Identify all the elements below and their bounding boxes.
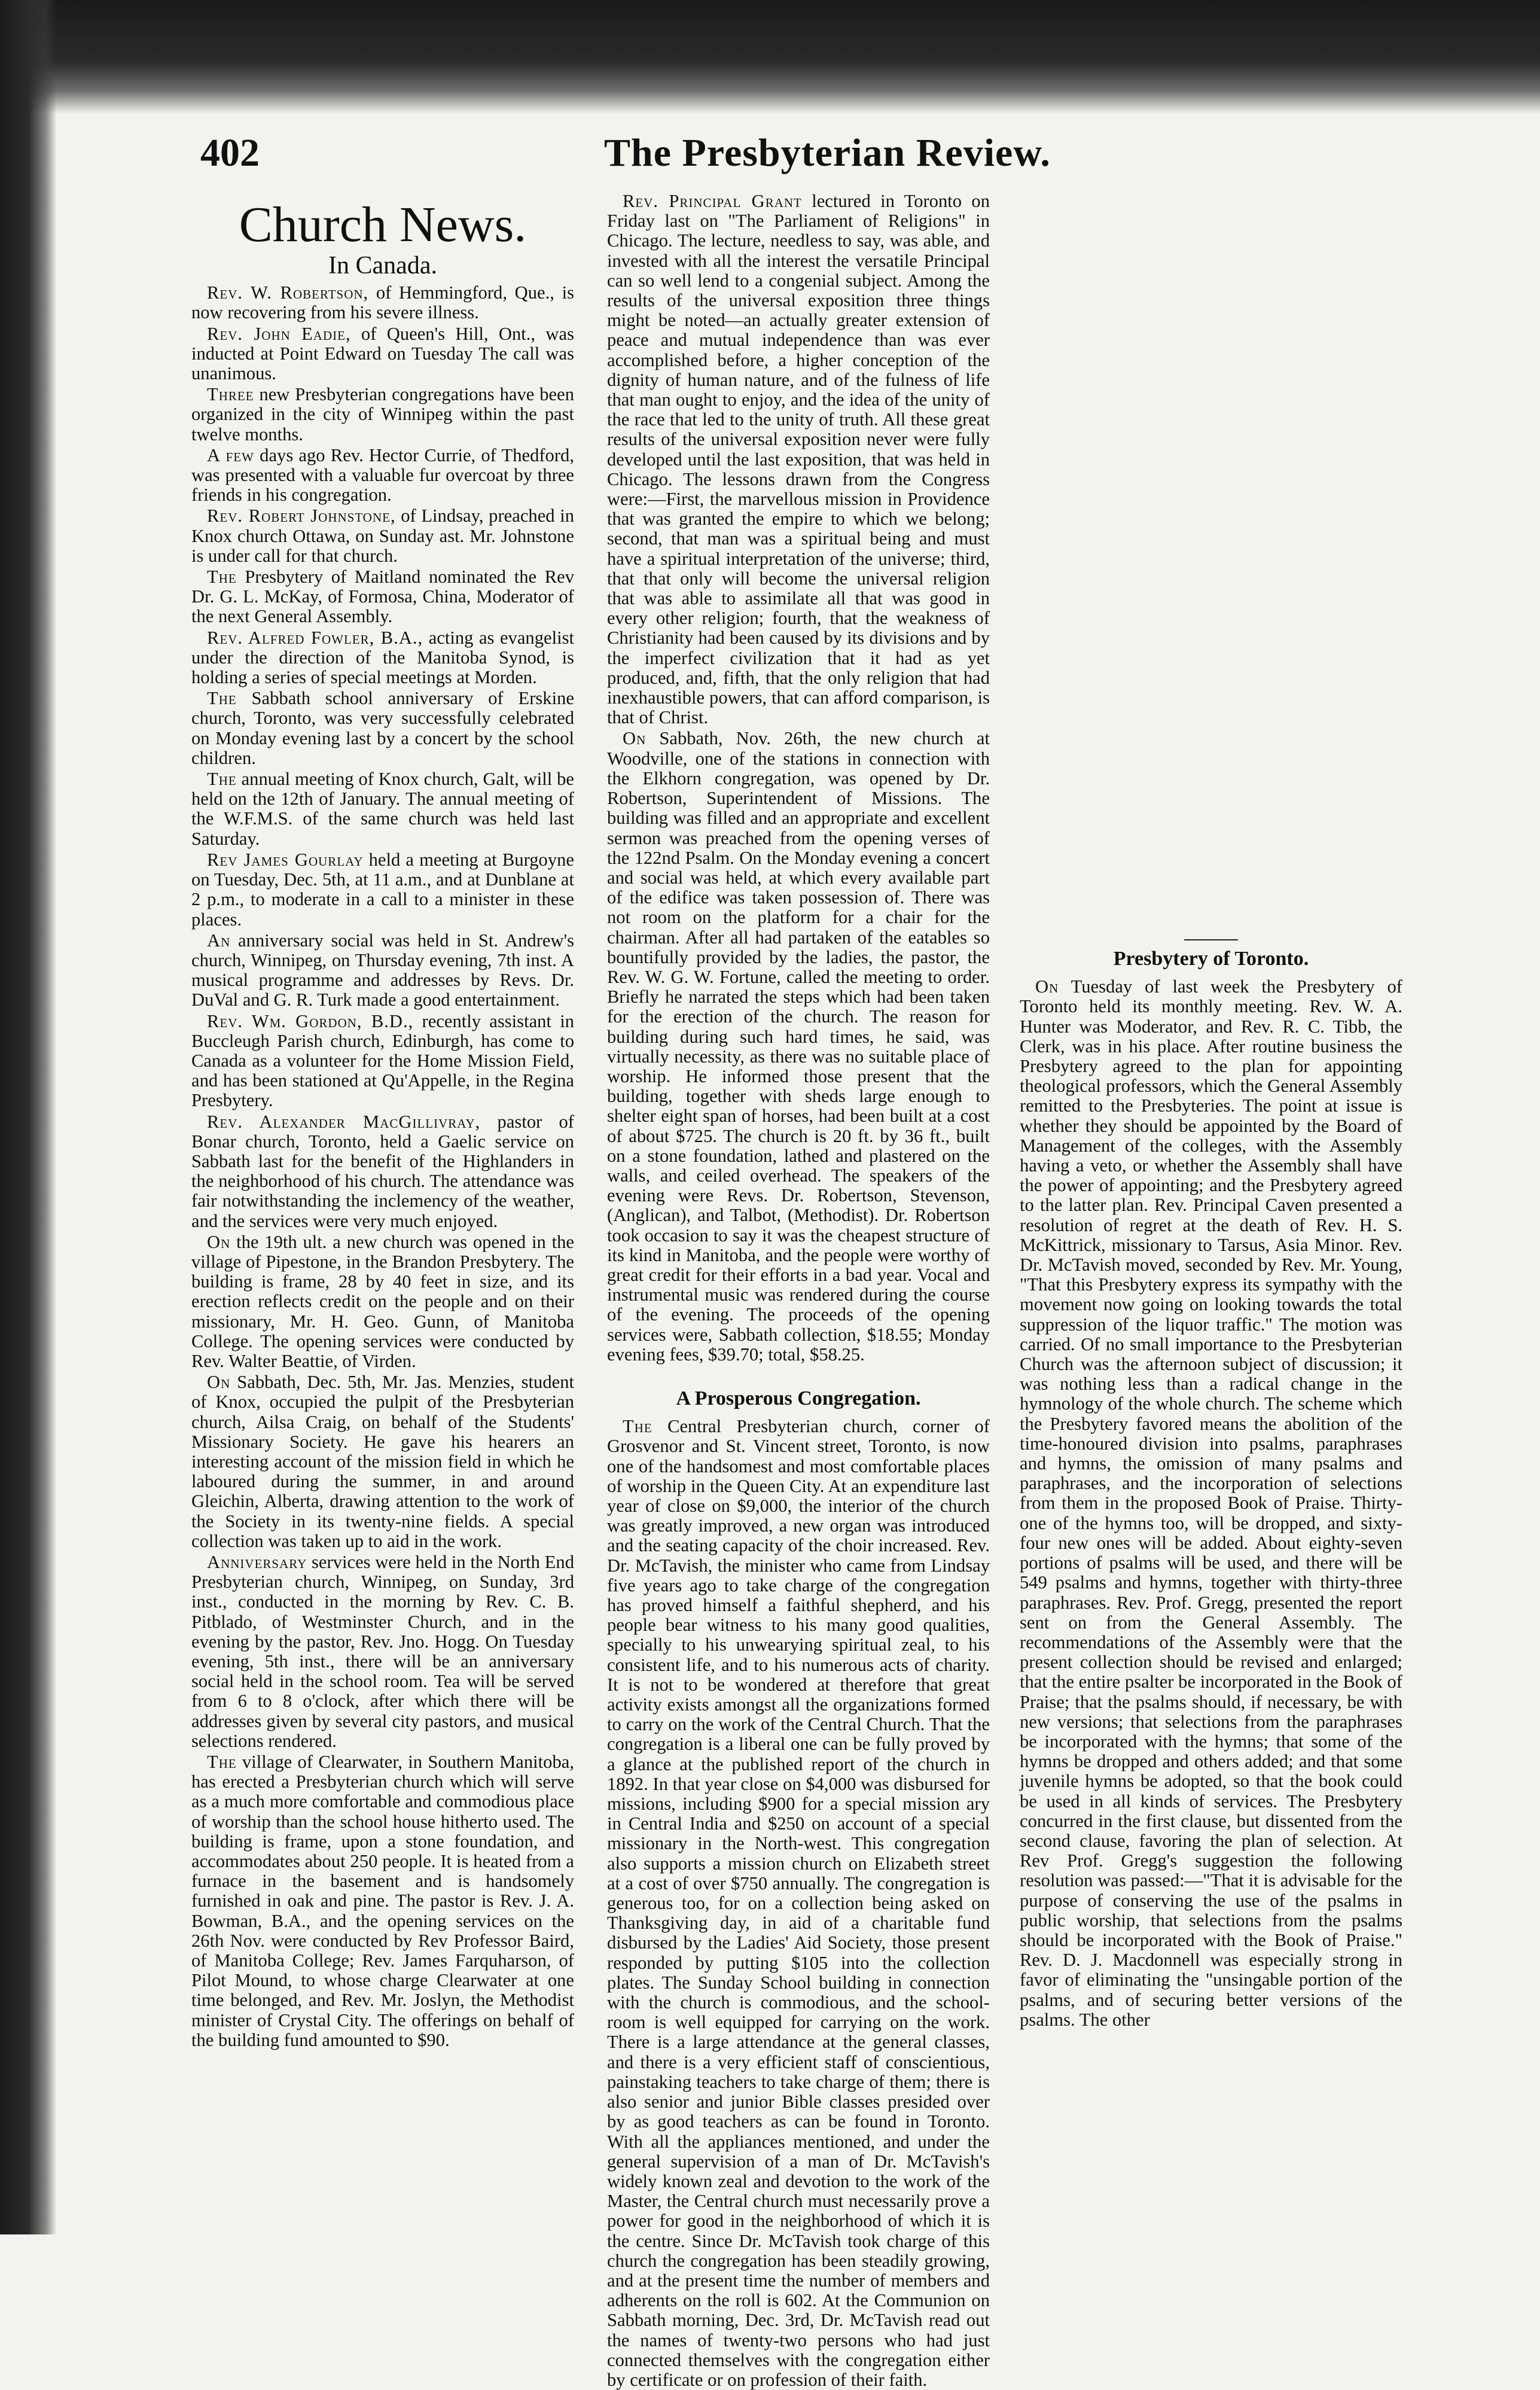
news-item-lead: Rev. W. Robertson, [207, 282, 369, 303]
news-item [191, 1752, 574, 2050]
news-item-text: acting as evangelist under the direction of the Manitoba Synod, is holding a series of special meetings at Morden. [191, 627, 574, 688]
section-divider [1184, 939, 1238, 940]
column-3 [1020, 191, 1402, 2202]
news-item [191, 931, 574, 1010]
news-item-text: the 19th ult. a new church was opened in the village of Pipestone, in the Brandon Presbytery. The building is frame, 28 by 40 feet in size, and its erection reflects credit on the people and on their missionary, Mr. H. Geo. Gunn, of Manitoba College. The opening services were conducted by Rev. Walter Beattie, of Virden. [191, 1231, 574, 1371]
news-item-lead: Rev. Principal Grant [623, 191, 802, 211]
news-item [191, 1112, 574, 1231]
news-item-text: new Presbyterian congregations have been organized in the city of Winnipeg within the past twelve months. [191, 384, 574, 444]
column-2 [607, 191, 990, 2390]
scan-border-left [0, 0, 57, 2234]
journal-title: The Presbyterian Review. [604, 131, 1051, 175]
page-number: 402 [200, 131, 260, 175]
news-item-text: recently assistant in Buccleugh Parish church, Edinburgh, has come to Canada as a volunteer for the Home Mission Field, and has been stationed at Qu'Appelle, in the Regina Presbytery. [191, 1010, 574, 1111]
news-item-text: annual meeting of Knox church, Galt, will be held on the 12th of January. The annual meeting of the W.F.M.S. of the same church was held last Saturday. [191, 769, 574, 849]
news-item [191, 385, 574, 444]
news-item [191, 506, 574, 566]
news-item-lead: The [207, 567, 237, 587]
news-item [191, 1232, 574, 1371]
presbytery-article [1020, 977, 1402, 2030]
news-item-lead: Rev. Alfred Fowler, B.A., [207, 627, 423, 648]
news-item [191, 628, 574, 688]
news-item-text: Sabbath, Dec. 5th, Mr. Jas. Menzies, student of Knox, occupied the pulpit of the Presbyterian church, Ailsa Craig, on behalf of the Students' Missionary Society. He gave his hearers an interesting account of the mission field in which he laboured during the summer, in and around Gleichin, Alberta, drawing attention to the work of the Society in its twenty-nine fields. A special collection was taken up to aid in the work. [191, 1372, 574, 1551]
column-3-continuation-space [1020, 191, 1402, 921]
news-item-lead: A few [207, 444, 254, 465]
news-item [191, 850, 574, 930]
news-item-lead: On [207, 1372, 231, 1393]
news-item-text: pastor of Bonar church, Toronto, held a Gaelic service on Sabbath last for the benefit of the Highlanders in the neighborhood of his church. The attendance was fair notwithstanding the inclemency of the weather, and the services were very much enjoyed. [191, 1111, 574, 1231]
news-item [191, 283, 574, 322]
news-item-lead: Anniversary [207, 1552, 307, 1572]
news-item [191, 769, 574, 849]
prosperous-congregation-article [607, 1417, 990, 2390]
news-item [191, 1012, 574, 1111]
column-1 [191, 191, 574, 2202]
section-subtitle: In Canada. [328, 252, 437, 279]
news-item-text: of Queen's Hill, Ont., was inducted at Point Edward on Tuesday The call was unanimous. [191, 323, 574, 384]
news-item-lead: Rev. John Eadie, [207, 323, 351, 344]
news-item-text: of Hemmingford, Que., is now recovering from his severe illness. [191, 282, 574, 323]
article-text: Tuesday of last week the Presbytery of Toronto held its monthly meeting. Rev. W. A. Hunter was Moderator, and Rev. R. C. Tibb, the Clerk, was in his place. After routine business the Presbytery agreed to the plan for appointing theological professors, which the General Assembly remitted to the Presbyteries. The point at issue is whether they should be appointed by the Board of Management of the colleges, with the Assembly having a veto, or whether the Assembly shall have the power of appointing; and the Presbytery agreed to the latter plan. Rev. Principal Caven presented a resolution of regret at the death of Rev. H. S. McKittrick, missionary to Tarsus, Asia Minor. Rev. Dr. McTavish moved, seconded by Rev. Mr. Young, "That this Presbytery express its sympathy with the movement now going on looking towards the total suppression of the liquor traffic." The motion was carried. Of no small importance to the Presbyterian Church was the afternoon subject of discussion; it was nothing less than a radical change in the hymnology of the whole church. The scheme which the Presbytery favored means the abolition of the time-honoured division into psalms, paraphrases and hymns, the omission of many psalms and paraphrases, and the incorporation of selections from them in the proposed Book of Praise. Thirty-one of the hymns too, will be dropped, and sixty-four new ones will be added. About eighty-seven portions of psalms will be used, and there will be 549 psalms and hymns, together with thirty-three paraphrases. Rev. Prof. Gregg, presented the report sent on from the General Assembly. The recommendations of the Assembly were that the present collection should be revised and enlarged; that the entire psalter be incorporated in the Book of Praise; that the psalms should, if necessary, be with new versions; that selections from the paraphrases be incorporated with the hymns; that some of the hymns be dropped and others added; and that some juvenile hymns be adopted, so that the book could be used in all kinds of services. The Presbytery concurred in the first clause, but dissented from the second clause, favoring the plan of selection. At Rev Prof. Gregg's suggestion the following resolution was passed:—"That it is advisable for the purpose of conserving the use of the psalms in public worship, that selections from the psalms should be incorporated with the Book of Praise." Rev. D. J. Macdonnell was especially strong in favor of eliminating the "unsingable portion of the psalms, and of securing better versions of the psalms. The other [1020, 976, 1402, 2030]
presbytery-heading: Presbytery of Toronto. [1113, 948, 1309, 970]
news-item-text: anniversary social was held in St. Andrew's church, Winnipeg, on Thursday evening, 7th inst. A musical programme and addresses by Revs. Dr. DuVal and G. R. Turk made a good entertainment. [191, 930, 574, 1010]
news-item-lead: The [207, 688, 237, 709]
news-item [191, 324, 574, 384]
news-item [191, 1552, 574, 1751]
news-item [607, 191, 990, 727]
news-item-lead: The [207, 1752, 237, 1773]
news-item-lead: The [207, 769, 237, 790]
news-item [191, 689, 574, 768]
article-lead: On [1035, 976, 1059, 997]
news-item [607, 729, 990, 1365]
news-item-text: of Lindsay, preached in Knox church Ottawa, on Sunday ast. Mr. Johnstone is under call for that church. [191, 506, 574, 566]
news-item-text: Presbytery of Maitland nominated the Rev Dr. G. L. McKay, of Formosa, China, Moderator of the next General Assembly. [191, 567, 574, 627]
scan-border-top [0, 0, 1540, 114]
news-item-lead: Rev. Robert Johnstone, [207, 506, 396, 526]
news-item-text: lectured in Toronto on Friday last on "The Parliament of Religions" in Chicago. The lecture, needless to say, was able, and invested with all the interest the versatile Principal can so well lend to a congenial subject. Among the results of the universal exposition three things might be noted—an actually greater extension of peace and mutual independence than was ever accomplished before, a higher conception of the dignity of human nature, and of the fulness of life that man ought to enjoy, and the idea of the unity of the race that led to the unity of truth. All these great results of the universal exposition never were fully developed until the last exposition, that was held in Chicago. The lessons drawn from the Congress were:—First, the marvellous mission in Providence that was granted the empire to which we belong; second, that man was a spiritual being and must have a spiritual interpretation of the universe; third, that that only will become the universal religion that was able to assimilate all that was good in every other religion; fourth, that the weakness of Christianity had been caused by its divisions and by the imperfect civilization that it had as yet produced, and, fifth, that the only religion that had inexhaustible powers, that can afford comparison, is that of Christ. [607, 191, 990, 728]
news-item-text: days ago Rev. Hector Currie, of Thedford, was presented with a valuable fur overcoat by three friends in his congregation. [191, 444, 574, 506]
prosperous-congregation-heading: A Prosperous Congregation. [676, 1387, 921, 1409]
article-text: Central Presbyterian church, corner of Grosvenor and St. Vincent street, Toronto, is now one of the handsomest and most comfortable places of worship in the Queen City. At an expenditure last year of close on $9,000, the interior of the church was greatly improved, a new organ was introduced and the seating capacity of the choir increased. Rev. Dr. McTavish, the minister who came from Lindsay five years ago to take charge of the congregation has proved himself a faithful shepherd, and his people bear witness to his many good qualities, specially to his unwearying spiritual zeal, to his consistent life, and to his numerous acts of charity. It is not to be wondered at therefore that great activity exists amongst all the organizations formed to carry on the work of the Central Church. That the congregation is a liberal one can be fully proved by a glance at the published report of the church in 1892. In that year close on $4,000 was disbursed for missions, including $900 for a special mission ary in Central India and $250 on account of a special missionary in the North-west. This congregation also supports a mission church on Elizabeth street at a cost of over $750 annually. The congregation is generous too, for on a collection being asked on Thanksgiving day, in aid of a charitable fund disbursed by the Ladies' Aid Society, those present responded by putting $105 into the collection plates. The Sunday School building in connection with the church is commodious, and the school-room is well equipped for carrying on the work. There is a large attendance at the general classes, and there is a very efficient staff of conscientious, painstaking teachers to take charge of them; there is also senior and junior Bible classes presided over by as good teachers as can be found in Toronto. With all the appliances mentioned, and under the general supervision of a man of Dr. McTavish's widely known zeal and devotion to the work of the Master, the Central church must necessarily prove a power for good in the neighborhood of which it is the centre. Since Dr. McTavish took charge of this church the congregation has been steadily growing, and at the present time the number of members and adherents on the roll is 602. At the Communion on Sabbath morning, Dec. 3rd, Dr. McTavish read out the names of twenty-two persons who had just connected themselves with the congregation either by certificate or on profession of their faith. [607, 1416, 990, 2390]
news-item-lead: On [623, 728, 647, 749]
article-lead: The [623, 1416, 652, 1437]
news-item-text: Sabbath school anniversary of Erskine church, Toronto, was very successfully celebrated on Monday evening last by a concert by the school children. [191, 688, 574, 768]
news-item-lead: Rev. Alexander MacGillivray, [207, 1111, 481, 1132]
news-item [191, 1372, 574, 1551]
news-item-lead: Rev James Gourlay [207, 849, 364, 870]
news-item-text: village of Clearwater, in Southern Manitoba, has erected a Presbyterian church which will serve as a much more comfortable and commodious place of worship than the school house hitherto used. The building is frame, upon a stone foundation, and accommodates about 250 people. It is heated from a furnace in the basement and is handsomely furnished in oak and pine. The pastor is Rev. J. A. Bowman, B.A., and the opening services on the 26th Nov. were conducted by Rev Professor Baird, of Manitoba College; Rev. James Farquharson, of Pilot Mound, to whose charge Clearwater at one time belonged, and Rev. Mr. Joslyn, the Methodist minister of Crystal City. The offerings on behalf of the building fund amounted to $90. [191, 1752, 574, 2050]
news-item-text: Sabbath, Nov. 26th, the new church at Woodville, one of the stations in connection with the Elkhorn congregation, was opened by Dr. Robertson, Superintendent of Missions. The building was filled and an appropriate and excellent sermon was preached from the opening verses of the 122nd Psalm. On the Monday evening a concert and social was held, at which every available part of the edifice was taken possession of. There was not room on the platform for a chair for the chairman. After all had partaken of the eatables so bountifully provided by the ladies, the pastor, the Rev. W. G. W. Fortune, called the meeting to order. Briefly he narrated the steps which had been taken for the erection of the church. The reason for building during such hard times, he said, was virtually necessity, as there was no suitable place of worship. He informed those present that the building, together with sheds large enough to shelter eight span of horses, had been built at a cost of about $725. The church is 20 ft. by 36 ft., built on a stone foundation, lathed and plastered on the walls, and ceiled overhead. The speakers of the evening were Revs. Dr. Robertson, Stevenson, (Anglican), and Talbot, (Methodist). Dr. Robertson took occasion to say it was the cheapest structure of its kind in Manitoba, and the people were worthy of great credit for their efforts in a bad year. Vocal and instrumental music was rendered during the course of the evening. The proceeds of the opening services were, Sabbath collection, $18.55; Monday evening fees, $39.70; total, $58.25. [607, 728, 990, 1365]
news-item-lead: An [207, 930, 231, 951]
news-item [191, 446, 574, 506]
news-item-text: services were held in the North End Presbyterian church, Winnipeg, on Sunday, 3rd inst., conducted in the morning by Rev. C. B. Pitblado, of Westminster Church, and in the evening by the pastor, Rev. Jno. Hogg. On Tuesday evening, 5th inst., there will be an anniversary social held in the school room. Tea will be served from 6 to 8 o'clock, after which there will be addresses given by several city pastors, and musical selections rendered. [191, 1552, 574, 1751]
section-title: Church News. [239, 197, 527, 252]
news-item-text: held a meeting at Burgoyne on Tuesday, Dec. 5th, at 11 a.m., and at Dunblane at 2 p.m., to moderate in a call to a minister in these places. [191, 849, 575, 930]
news-item [191, 567, 574, 627]
news-item-lead: Three [207, 384, 254, 405]
news-item-lead: Rev. Wm. Gordon, B.D., [207, 1010, 414, 1031]
news-item-lead: On [207, 1231, 231, 1252]
